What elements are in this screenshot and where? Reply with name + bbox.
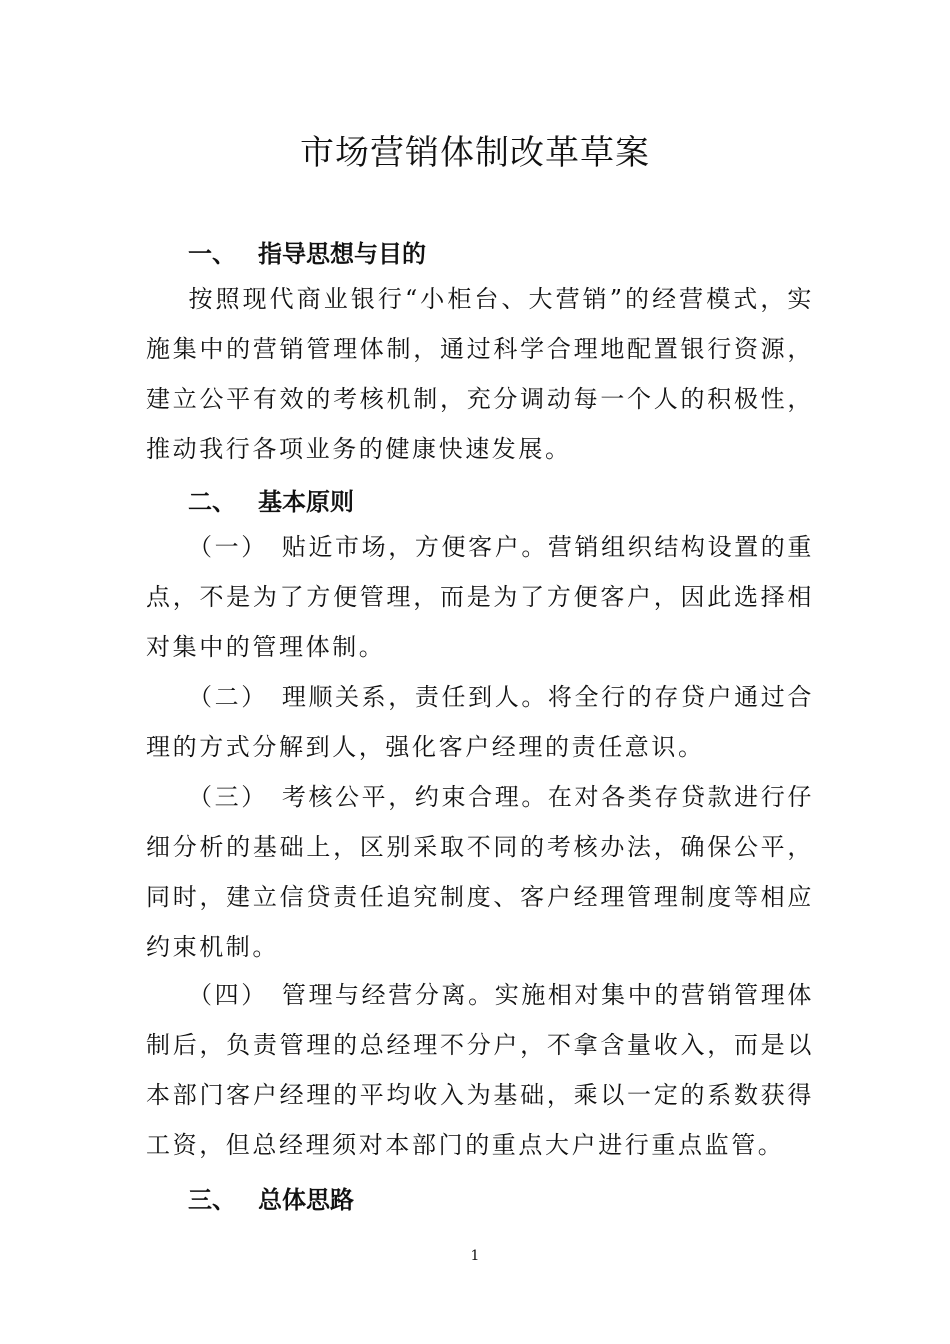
section-heading-1: [188, 234, 426, 269]
paragraph-principle-3: [146, 772, 814, 972]
paragraph-text: 管理与经营分离。实施相对集中的营销管理体制后，负责管理的总经理不分户，不拿含量收入，而是以本部门客户经理的平均收入为基础，乘以一定的系数获得工资，但总经理须对本部门的重点大户进行重点监管。: [146, 981, 814, 1159]
section-number: 一、: [188, 239, 236, 268]
section-title: 指导思想与目的: [258, 239, 426, 268]
paragraph-text: 理顺关系，责任到人。将全行的存贷户通过合理的方式分解到人，强化客户经理的责任意识。: [146, 683, 814, 761]
paragraph-principle-1: [146, 522, 814, 672]
paragraph-principle-2: [146, 672, 814, 772]
principle-number: （三）: [188, 783, 268, 811]
page-number: 1: [470, 1248, 480, 1264]
paragraph-text: 按照现代商业银行“小柜台、大营销”的经营模式，实施集中的营销管理体制，通过科学合理地配置银行资源，建立公平有效的考核机制，充分调动每一个人的积极性，推动我行各项业务的健康快速发展。: [146, 285, 814, 463]
section-heading-2: [188, 482, 354, 517]
document-title: 市场营销体制改革草案: [300, 133, 650, 173]
principle-number: （四）: [188, 981, 268, 1009]
section-number: 三、: [188, 1185, 236, 1214]
paragraph-1: [146, 274, 814, 474]
principle-number: （二）: [188, 683, 268, 711]
section-title: 总体思路: [258, 1185, 354, 1214]
section-title: 基本原则: [258, 487, 354, 516]
paragraph-text: 贴近市场，方便客户。营销组织结构设置的重点，不是为了方便管理，而是为了方便客户，因此选择相对集中的管理体制。: [146, 533, 814, 661]
paragraph-principle-4: [146, 970, 814, 1170]
principle-number: （一）: [188, 533, 268, 561]
section-number: 二、: [188, 487, 236, 516]
paragraph-text: 考核公平，约束合理。在对各类存贷款进行仔细分析的基础上，区别采取不同的考核办法，确保公平，同时，建立信贷责任追究制度、客户经理管理制度等相应约束机制。: [146, 783, 814, 961]
section-heading-3: [188, 1180, 354, 1215]
